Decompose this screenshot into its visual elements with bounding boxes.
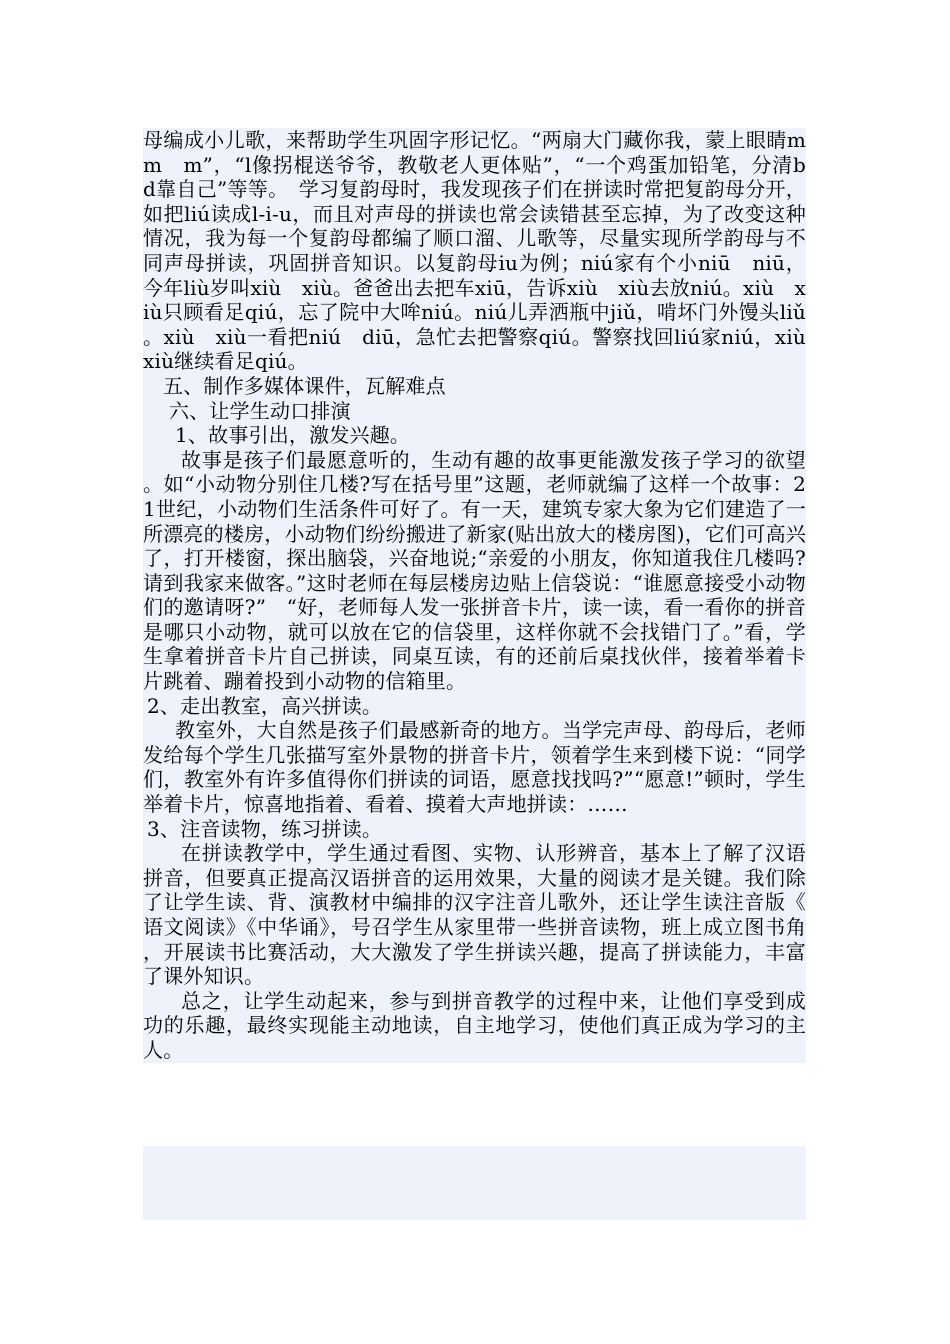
paragraph-conclusion: 总之，让学生动起来，参与到拼音教学的过程中来，让他们享受到成功的乐趣，最终实现能主动地读，自主地学习，使他们真正成为学习的主人。 [143,988,806,1062]
paragraph-reading: 在拼读教学中，学生通过看图、实物、认形辨音，基本上了解了汉语拼音，但要真正提高汉语拼音的运用效果，大量的阅读才是关键。我们除了让学生读、背、演教材中编排的汉字注音儿歌外，还让学生读注音版《语文阅读》《中华诵》，号召学生从家里带一些拼音读物，班上成立图书角，开展读书比赛活动，大大激发了学生拼读兴趣，提高了拼读能力，丰富了课外知识。 [143,841,806,989]
paragraph-story: 故事是孩子们最愿意听的，生动有趣的故事更能激发孩子学习的欲望。如“小动物分别住几楼?写在括号里”这题，老师就编了这样一个故事：21世纪，小动物们生活条件可好了。有一天，建筑专家大象为它们建造了一所漂亮的楼房，小动物们纷纷搬进了新家(贴出放大的楼房图)，它们可高兴了，打开楼窗，探出脑袋，兴奋地说;“亲爱的小朋友，你知道我住几楼吗?请到我家来做客。”这时老师在每层楼房边贴上信袋说：“谁愿意接受小动物们的邀请呀?” “好，老师每人发一张拼音卡片，读一读，看一看你的拼音是哪只小动物，就可以放在它的信袋里，这样你就不会找错门了。”看，学生拿着拼音卡片自己拼读，同桌互读，有的还前后桌找伙伴，接着举着卡片跳着、蹦着投到小动物的信箱里。 [143,447,806,694]
subheading-2: 2、走出教室，高兴拼读。 [147,693,383,718]
subheading-3: 3、注音读物，练习拼读。 [147,816,383,841]
heading-section-6: 六、让学生动口排演 [169,398,351,423]
highlight-blank-area [143,1146,806,1220]
paragraph-rhymes: 母编成小儿歌，来帮助学生巩固字形记忆。“两扇大门藏你我，蒙上眼睛m m m”，“l像拐棍送爷爷，教敬老人更体贴”，“一个鸡蛋加铅笔，分清b d靠自己”等等。 学习复韵母时，我发现孩子们在拼读时常把复韵母分开，如把liú读成l-i-u，而且对声母的拼读也常会读错甚至忘掉，为了改变这种情况，我为每一个复韵母都编了顺口溜、儿歌等，尽量实现所学韵母与不同声母拼读，巩固拼音知识。以复韵母iu为例；niú家有个小niū niū，今年liù岁叫xiù xiù。爸爸出去把车xiū，告诉xiù xiù去放niú。xiù xiù只顾看足qiú，忘了院中大哞niú。niú儿弄洒瓶中jiǔ，啃坏门外馒头liǔ。xiù xiù一看把niú diū，急忙去把警察qiú。警察找回liú家niú，xiù xiù继续看足qiú。 [143,128,827,374]
subheading-1: 1、故事引出，激发兴趣。 [175,423,411,448]
heading-section-5: 五、制作多媒体课件，瓦解难点 [163,373,446,398]
paragraph-outdoor: 教室外，大自然是孩子们最感新奇的地方。当学完声母、韵母后，老师发给每个学生几张描写室外景物的拼音卡片，领着学生来到楼下说：“同学们，教室外有许多值得你们拼读的词语，愿意找找吗?”“愿意!”顿时，学生举着卡片，惊喜地指着、看着、摸着大声地拼读：…… [143,718,806,817]
document-body [143,128,827,1063]
